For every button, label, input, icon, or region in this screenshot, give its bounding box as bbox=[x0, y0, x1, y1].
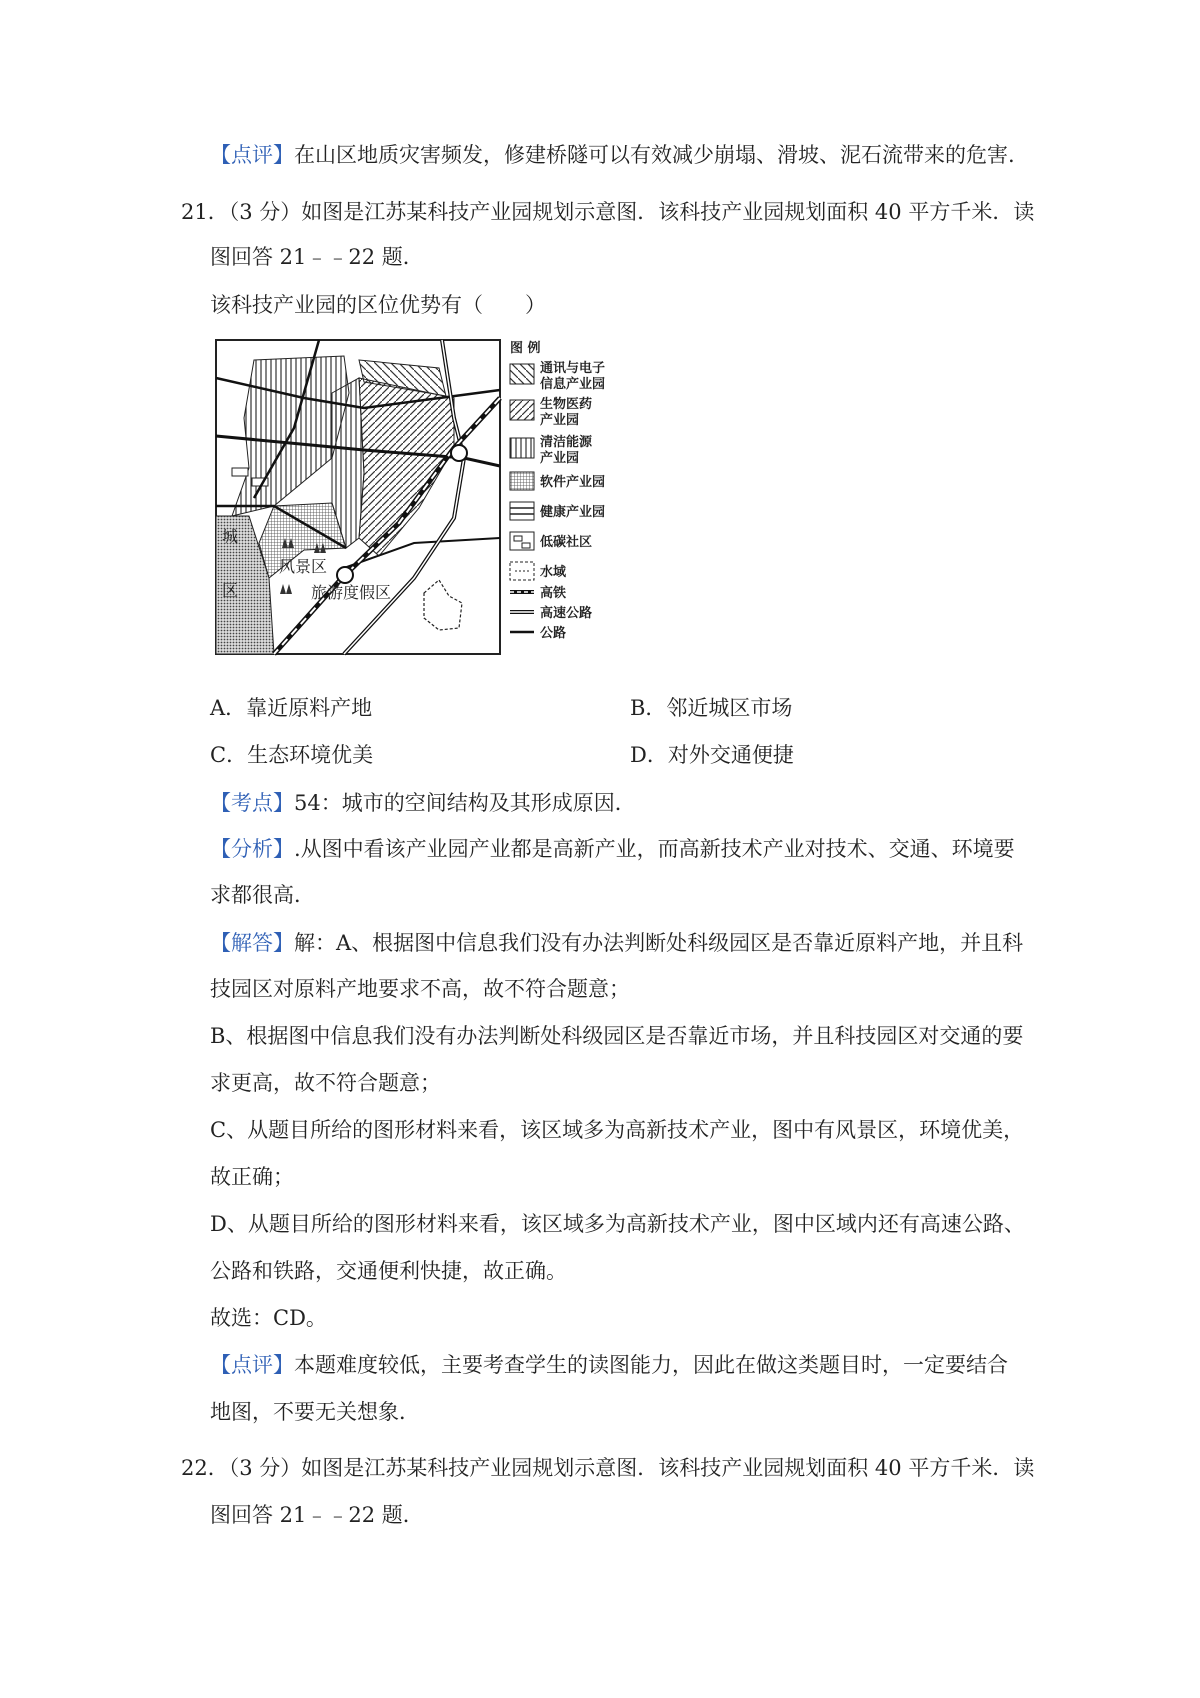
fenxi-tag: 【分析】 bbox=[210, 837, 294, 861]
dianping-line2: 地图，不要无关想象． bbox=[210, 1400, 420, 1424]
legend-health: 健康产业园 bbox=[540, 505, 606, 520]
dianping-line1 bbox=[210, 1350, 1008, 1380]
jieda-tag: 【解答】 bbox=[210, 931, 294, 955]
prev-comment bbox=[210, 140, 1015, 170]
comment-text: 在山区地质灾害频发，修建桥隧可以有效减少崩塌、滑坡、泥石流带来的危害. bbox=[294, 143, 1015, 167]
legend-telecom-2: 信息产业园 bbox=[540, 377, 606, 392]
fenxi-line2: 求都很高． bbox=[210, 883, 315, 907]
scenic-label: 风景区 bbox=[279, 557, 328, 576]
legend-bio-2: 产业园 bbox=[540, 413, 580, 428]
jieda-line1 bbox=[210, 928, 1023, 958]
jieda-d1: D、从题目所给的图形材料来看，该区域多为高新技术产业，图中区域内还有高速公路、 bbox=[210, 1212, 1025, 1236]
city-label-1: 城 bbox=[222, 527, 239, 546]
jieda-a2: 技园区对原料产地要求不高，故不符合题意； bbox=[210, 977, 630, 1001]
kaodian-tag: 【考点】 bbox=[210, 791, 294, 815]
q22-stem-line2: 图回答 21﹣﹣22 题． bbox=[210, 1503, 424, 1527]
jieda-answer: 故选：CD。 bbox=[210, 1306, 327, 1330]
resort-label: 旅游度假区 bbox=[311, 583, 392, 602]
jieda-b1: B、根据图中信息我们没有办法判断处科级园区是否靠近市场，并且科技园区对交通的要 bbox=[210, 1024, 1024, 1048]
jieda-c1: C、从题目所给的图形材料来看，该区域多为高新技术产业，图中有风景区，环境优美， bbox=[210, 1118, 1025, 1142]
jieda-b2: 求更高，故不符合题意； bbox=[210, 1071, 441, 1095]
option-a: A．靠近原料产地 bbox=[210, 696, 373, 720]
legend-lowcarbon: 低碳社区 bbox=[540, 535, 593, 550]
city-label-2: 区 bbox=[222, 581, 239, 600]
jieda-d2: 公路和铁路，交通便利快捷，故正确。 bbox=[210, 1259, 567, 1283]
legend-rail: 高铁 bbox=[540, 586, 567, 601]
industrial-park-map bbox=[214, 338, 642, 658]
lowcarbon-block bbox=[232, 468, 248, 476]
q21-stem-line2: 图回答 21﹣﹣22 题． bbox=[210, 245, 424, 269]
legend-bio-1: 生物医药 bbox=[540, 397, 593, 412]
option-b: B．邻近城区市场 bbox=[630, 696, 793, 720]
q21-stem-line1: 21．（3 分）如图是江苏某科技产业园规划示意图．该科技产业园规划面积 40 平方千米．读 bbox=[181, 200, 1035, 224]
map-legend bbox=[510, 340, 605, 641]
fenxi-line1 bbox=[210, 834, 1015, 864]
q21-question: 该科技产业园的区位优势有（ ） bbox=[210, 293, 546, 317]
station bbox=[451, 445, 467, 461]
legend-road: 公路 bbox=[540, 626, 567, 641]
legend-energy-1: 清洁能源 bbox=[540, 435, 593, 450]
dianping-tag: 【点评】 bbox=[210, 1353, 294, 1377]
jieda-c2: 故正确； bbox=[210, 1165, 294, 1189]
legend-title: 图 例 bbox=[510, 341, 541, 356]
legend-software: 软件产业园 bbox=[540, 475, 606, 490]
legend-expressway: 高速公路 bbox=[540, 606, 593, 621]
kaodian-text: 54：城市的空间结构及其形成原因． bbox=[294, 791, 636, 815]
dianping-text1: 本题难度较低，主要考查学生的读图能力，因此在做这类题目时，一定要结合 bbox=[294, 1353, 1008, 1377]
kaodian bbox=[210, 788, 636, 818]
comment-tag: 【点评】 bbox=[210, 143, 294, 167]
station bbox=[337, 567, 353, 583]
legend-energy-2: 产业园 bbox=[540, 451, 580, 466]
option-c: C．生态环境优美 bbox=[210, 743, 374, 767]
q22-stem-line1: 22．（3 分）如图是江苏某科技产业园规划示意图．该科技产业园规划面积 40 平方千米．读 bbox=[181, 1456, 1035, 1480]
legend-water: 水域 bbox=[540, 565, 567, 580]
jieda-a1: 解：A、根据图中信息我们没有办法判断处科级园区是否靠近原料产地，并且科 bbox=[294, 931, 1024, 955]
fenxi-text1: .从图中看该产业园产业都是高新产业，而高新技术产业对技术、交通、环境要 bbox=[294, 837, 1015, 861]
option-d: D．对外交通便捷 bbox=[630, 743, 794, 767]
legend-telecom-1: 通讯与电子 bbox=[540, 361, 606, 376]
